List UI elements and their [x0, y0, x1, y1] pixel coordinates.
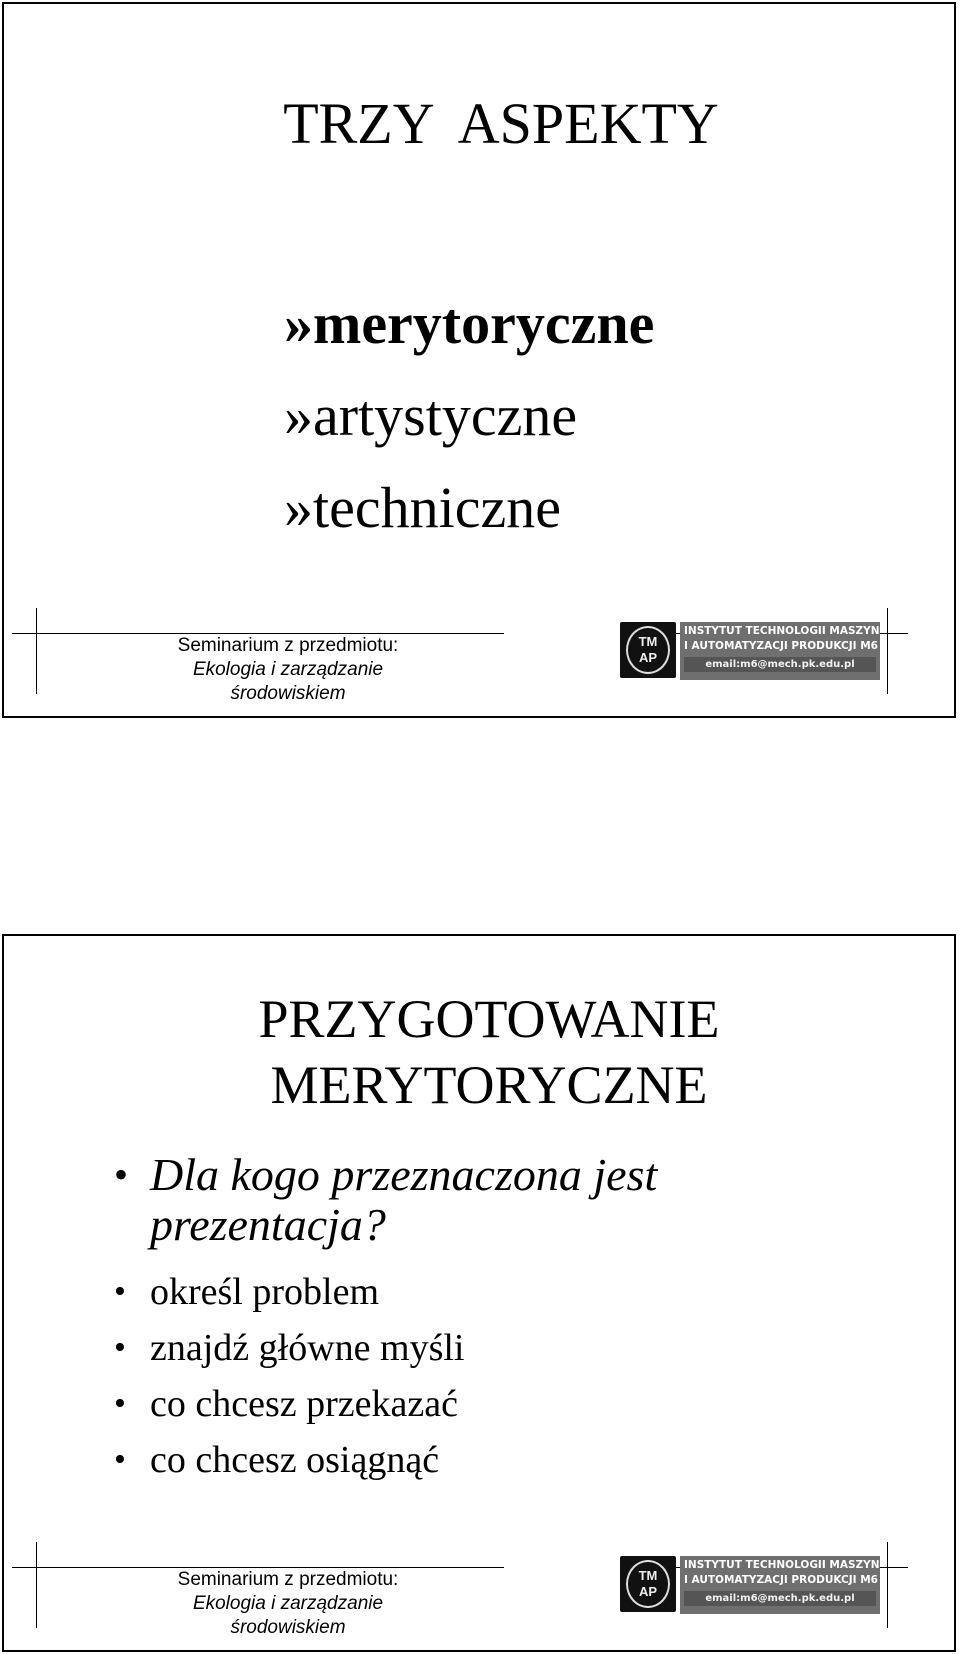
institute-email: email:m6@mech.pk.edu.pl	[684, 1591, 876, 1606]
institute-logo	[620, 1556, 676, 1612]
institute-name-line2: I AUTOMATYZACJI PRODUKCJI M6	[684, 640, 878, 652]
bullet-icon: •	[114, 1273, 126, 1310]
footer-caption	[138, 1568, 438, 1640]
list-item: »artystyczne	[284, 383, 578, 448]
list-item: »merytoryczne	[284, 291, 655, 356]
bullet-icon: •	[114, 1385, 126, 1422]
list-item: »techniczne	[284, 475, 561, 540]
divider	[36, 1542, 37, 1628]
course-name: Ekologia i zarządzanie środowiskiem	[192, 659, 384, 704]
title-line-2: MERYTORYCZNE	[270, 1055, 708, 1115]
institute-name-line1: INSTYTUT TECHNOLOGII MASZYN	[684, 625, 880, 637]
course-name: Ekologia i zarządzanie środowiskiem	[192, 1593, 384, 1638]
institute-email: email:m6@mech.pk.edu.pl	[684, 657, 876, 672]
list-item: • Dla kogo przeznaczona jest prezentacja?	[114, 1149, 658, 1250]
institute-name-line1: INSTYTUT TECHNOLOGII MASZYN	[684, 1559, 880, 1571]
slide-title	[14, 986, 960, 1118]
title-line-1: PRZYGOTOWANIE	[258, 989, 720, 1049]
divider	[887, 608, 888, 694]
institute-logo	[620, 622, 676, 678]
divider	[36, 608, 37, 694]
bullet-icon: •	[114, 1441, 126, 1478]
list-item: • określ problem	[112, 1264, 790, 1320]
institute-banner	[680, 1556, 880, 1614]
institute-banner	[680, 622, 880, 680]
slide-2	[2, 934, 956, 1652]
divider	[887, 1542, 888, 1628]
bullet-icon: •	[114, 1152, 129, 1197]
list-item: • co chcesz przekazać	[112, 1376, 790, 1432]
slide-footer	[4, 606, 954, 716]
slide-footer	[4, 1540, 954, 1650]
institute-name-line2: I AUTOMATYZACJI PRODUKCJI M6	[684, 1574, 878, 1586]
slide-1	[2, 2, 956, 718]
seminar-label: Seminarium z przedmiotu:	[177, 1569, 399, 1590]
list-item: • znajdź główne myśli	[112, 1320, 790, 1376]
logo-mark: TM AP	[626, 626, 670, 674]
footer-caption	[138, 634, 438, 706]
logo-mark: TM AP	[626, 1560, 670, 1608]
slide-title: TRZY ASPEKTY	[283, 91, 719, 156]
bullet-icon: •	[114, 1329, 126, 1366]
seminar-label: Seminarium z przedmiotu:	[177, 635, 399, 656]
bullet-list	[112, 1150, 790, 1488]
aspect-list	[284, 278, 654, 554]
list-item: • co chcesz osiągnąć	[112, 1432, 790, 1488]
